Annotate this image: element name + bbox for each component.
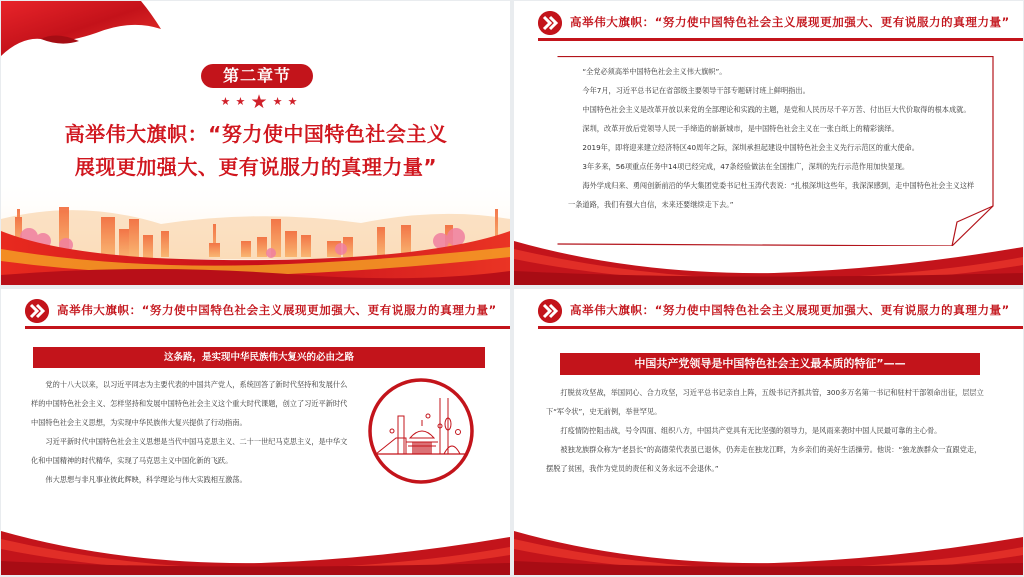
slide-body xyxy=(31,375,351,489)
title-line-2: 展现更加强大、更有说服力的真理力量” xyxy=(74,155,438,179)
red-flag-icon xyxy=(1,1,166,59)
paragraph: 3年多来，56项重点任务中14项已经完成，47条经验做法在全国推广，深圳的先行示范作用加快显现。 xyxy=(582,162,910,171)
slide-2-quote[interactable] xyxy=(514,1,1023,285)
paragraph: 被独龙族群众称为“老县长”的高德荣代表虽已退休，仍奔走在独龙江畔，为乡亲们的美好生活操劳。他说：“独龙族群众一直跟党走，摆脱了贫困，我作为党员的责任和义务永远不会退休。” xyxy=(546,445,982,473)
slide-header xyxy=(538,9,1023,39)
header-divider xyxy=(538,38,1023,41)
paragraph: 打疫情防控阻击战，号令四面、组织八方，中国共产党具有无比坚强的领导力，是风雨来袭时中国人民最可靠的主心骨。 xyxy=(560,426,942,435)
slide-title xyxy=(31,118,481,184)
double-chevron-right-icon xyxy=(538,299,562,323)
header-divider xyxy=(25,326,510,329)
paragraph: 打脱贫攻坚战，举国同心、合力攻坚，习近平总书记亲自上阵，五级书记齐抓共管，300多万名第一书记和驻村干部领命出征，层层立下“军令状”，史无前例，举世罕见。 xyxy=(546,388,984,416)
double-chevron-right-icon xyxy=(25,299,49,323)
quote-body xyxy=(568,62,980,214)
star-icon: ★ xyxy=(250,90,268,113)
slide-4-leadership[interactable] xyxy=(514,289,1023,575)
red-ribbon-wave xyxy=(1,525,510,575)
paragraph: 2019年，即将迎来建立经济特区40周年之际，深圳承担起建设中国特色社会主义先行示范区的重大使命。 xyxy=(582,143,919,152)
star-icon: ★ xyxy=(235,94,246,108)
paragraph: “全党必须高举中国特色社会主义伟大旗帜”。 xyxy=(582,67,727,76)
double-chevron-right-icon xyxy=(538,11,562,35)
title-line-1: 高举伟大旗帜：“努力使中国特色社会主义 xyxy=(64,122,448,146)
star-icon: ★ xyxy=(287,94,298,108)
paragraph: 深圳，改革开放后党领导人民一手缔造的崭新城市，是中国特色社会主义在一张白纸上的精彩演绎。 xyxy=(582,124,899,133)
section-banner: 中国共产党领导是中国特色社会主义最本质的特征”—— xyxy=(560,353,980,375)
paragraph: 习近平新时代中国特色社会主义思想是当代中国马克思主义、二十一世纪马克思主义，是中华文化和中国精神的时代精华，实现了马克思主义中国化新的飞跃。 xyxy=(31,437,348,465)
paragraph: 伟大思想与非凡事业彼此辉映，科学理论与伟大实践相互激荡。 xyxy=(45,475,247,484)
skyline-illustration xyxy=(1,179,510,285)
slide-header xyxy=(25,297,510,327)
header-divider xyxy=(538,326,1023,329)
red-ribbon-wave xyxy=(514,525,1023,575)
header-title: 高举伟大旗帜：“努力使中国特色社会主义展现更加强大、更有说服力的真理力量” xyxy=(570,15,1010,29)
stars-decoration xyxy=(214,91,304,113)
red-ribbon-wave xyxy=(514,235,1023,285)
landmark-circle-illustration xyxy=(366,376,476,486)
slide-3-road[interactable] xyxy=(1,289,510,575)
star-icon: ★ xyxy=(220,94,231,108)
slide-header xyxy=(538,297,1023,327)
slide-body xyxy=(546,383,986,478)
paragraph: 今年7月，习近平总书记在省部级主要领导干部专题研讨班上鲜明指出。 xyxy=(582,86,810,95)
header-title: 高举伟大旗帜：“努力使中国特色社会主义展现更加强大、更有说服力的真理力量” xyxy=(57,303,497,317)
slide-1-title[interactable] xyxy=(1,1,510,285)
paragraph: 海外学成归来、勇闯创新前沿的华大集团党委书记杜玉涛代表说：“扎根深圳这些年，我深深感到，走中国特色社会主义这样一条道路，我们有强大自信，未来还要继续走下去。” xyxy=(568,181,975,209)
section-banner: 这条路，是实现中华民族伟大复兴的必由之路 xyxy=(33,347,485,368)
paragraph: 党的十八大以来，以习近平同志为主要代表的中国共产党人，系统回答了新时代坚持和发展什么样的中国特色社会主义、怎样坚持和发展中国特色社会主义这个重大时代课题，创立了习近平新时代中国特色社会主义思想，为实现中华民族伟大复兴提供了行动指南。 xyxy=(31,380,348,427)
header-title: 高举伟大旗帜：“努力使中国特色社会主义展现更加强大、更有说服力的真理力量” xyxy=(570,303,1010,317)
star-icon: ★ xyxy=(272,94,283,108)
paragraph: 中国特色社会主义是改革开放以来党的全部理论和实践的主题，是党和人民历尽千辛万苦、付出巨大代价取得的根本成就。 xyxy=(582,105,971,114)
chapter-label: 第二章节 xyxy=(201,64,313,88)
